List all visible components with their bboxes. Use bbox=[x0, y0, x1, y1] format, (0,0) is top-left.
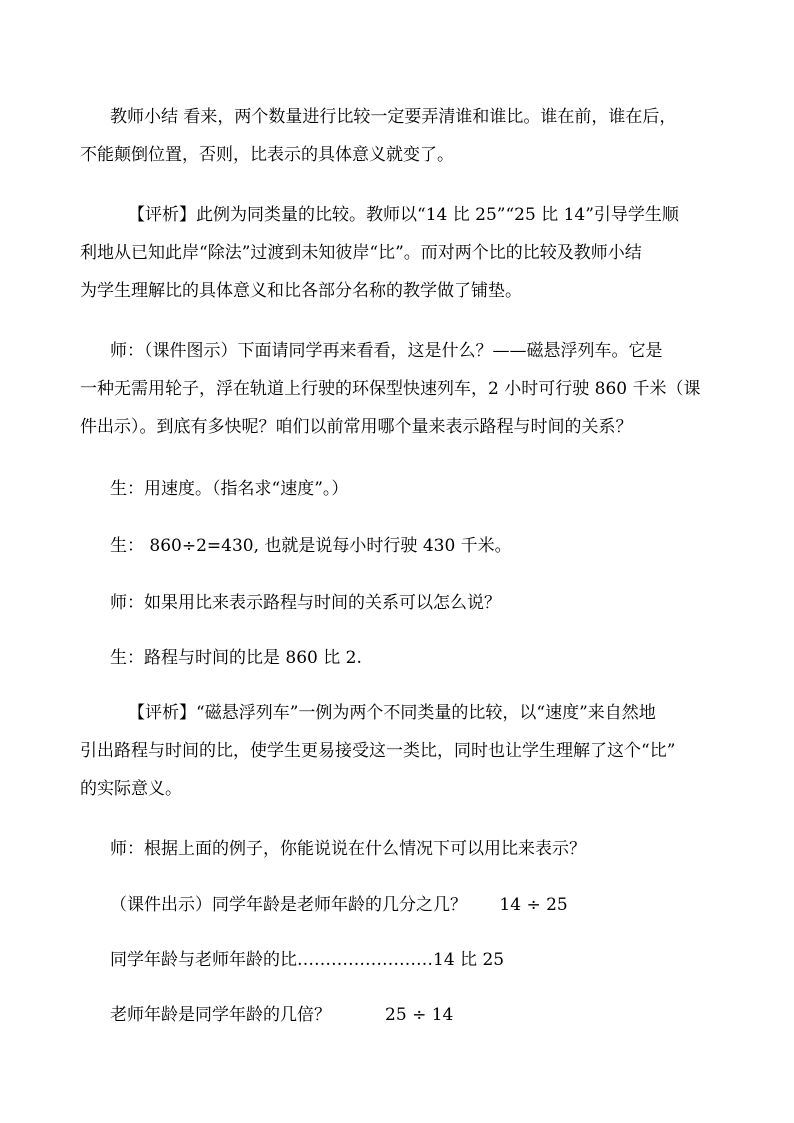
paragraph-commentary-2 bbox=[80, 694, 714, 808]
paragraph-teacher-question bbox=[110, 584, 714, 622]
text-line: 生：用速度。（指名求“速度”。） bbox=[110, 479, 349, 499]
paragraph-teacher-summary bbox=[80, 98, 714, 174]
text-line: 利地从已知此岸“除法”过渡到未知彼岸“比”。而对两个比的比较及教师小结 bbox=[80, 243, 642, 263]
text-line: 生：路程与时间的比是 860 比 2. bbox=[110, 648, 362, 668]
text-line: 师：根据上面的例子，你能说说在什么情况下可以用比来表示？ bbox=[110, 839, 586, 859]
paragraph-maglev-intro bbox=[80, 332, 714, 446]
text-line: 师：如果用比来表示路程与时间的关系可以怎么说？ bbox=[110, 593, 501, 613]
text-line: 一种无需用轮子，浮在轨道上行驶的环保型快速列车，2 小时可行驶 860 千米（课 bbox=[80, 379, 701, 399]
text-line: 【评析】此例为同类量的比较。教师以“14 比 25”“25 比 14”引导学生顺 bbox=[128, 205, 679, 225]
text-line: 生： 860÷2=430, 也就是说每小时行驶 430 千米。 bbox=[110, 536, 512, 556]
text-line: 同学年龄与老师年龄的比……………………14 比 25 bbox=[110, 950, 505, 970]
paragraph-student-ratio bbox=[110, 639, 714, 677]
paragraph-example-fraction bbox=[110, 886, 714, 924]
paragraph-teacher-prompt bbox=[110, 830, 714, 868]
text-line: 不能颠倒位置，否则，比表示的具体意义就变了。 bbox=[80, 145, 454, 165]
text-line: 的实际意义。 bbox=[80, 779, 182, 799]
paragraph-student-speed bbox=[110, 470, 714, 508]
text-line: 老师年龄是同学年龄的几倍？ 25 ÷ 14 bbox=[110, 1005, 454, 1025]
text-line: （课件出示）同学年龄是老师年龄的几分之几？ 14 ÷ 25 bbox=[110, 895, 568, 915]
text-line: 引出路程与时间的比，使学生更易接受这一类比，同时也让学生理解了这个“比” bbox=[80, 741, 676, 761]
paragraph-commentary-1 bbox=[80, 196, 714, 310]
text-line: 为学生理解比的具体意义和比各部分名称的教学做了铺垫。 bbox=[80, 281, 522, 301]
text-line: 件出示）。到底有多快呢？咱们以前常用哪个量来表示路程与时间的关系？ bbox=[80, 417, 633, 437]
text-line: 教师小结 看来，两个数量进行比较一定要弄清谁和谁比。谁在前，谁在后， bbox=[110, 107, 677, 127]
text-line: 【评析】“磁悬浮列车”一例为两个不同类量的比较，以“速度”来自然地 bbox=[128, 703, 656, 723]
text-line: 师：（课件图示）下面请同学再来看看，这是什么？——磁悬浮列车。它是 bbox=[110, 341, 663, 361]
paragraph-student-calc bbox=[110, 527, 714, 565]
paragraph-example-ratio bbox=[110, 941, 714, 979]
paragraph-example-multiple bbox=[110, 996, 714, 1034]
